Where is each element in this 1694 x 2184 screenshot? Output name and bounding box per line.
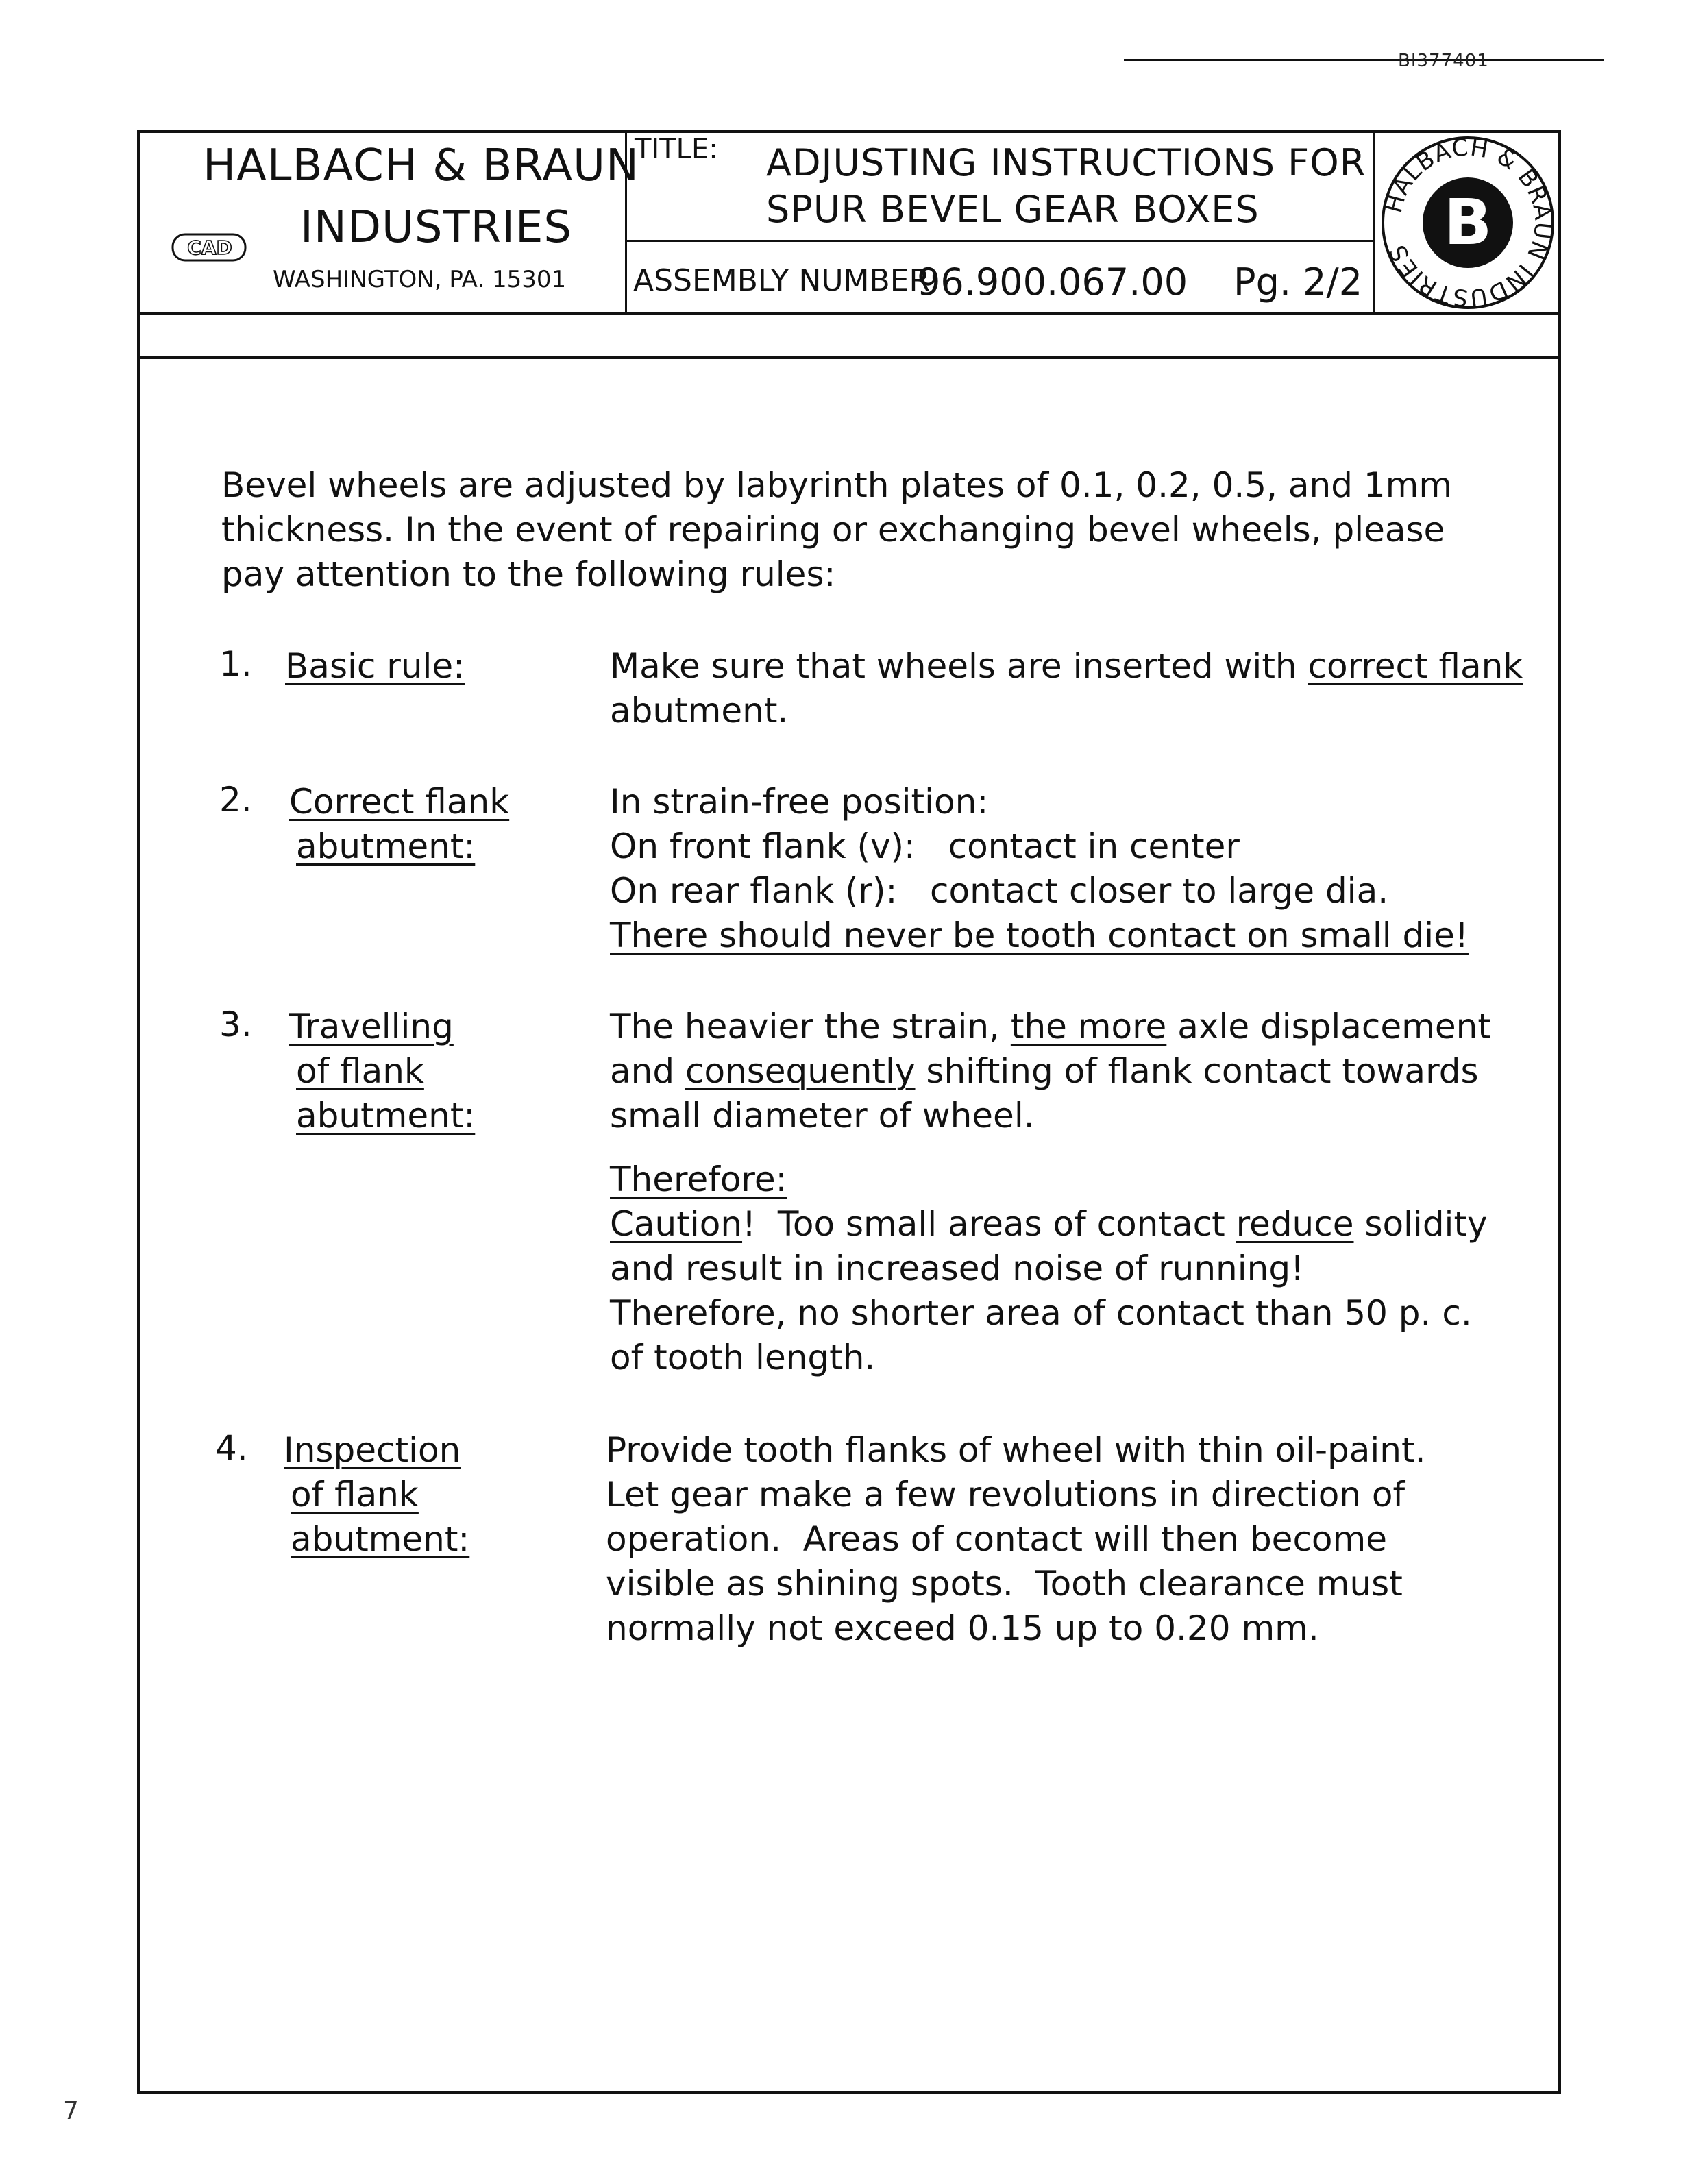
rule-label [285,644,465,689]
rule-label [284,1428,469,1562]
header-bottom-rule [137,356,1561,359]
svg-text:HALBACH & BRAUN INDUSTRIES: HALBACH & BRAUN INDUSTRIES [1379,134,1557,312]
rule-text-line: On rear flank (r): contact closer to large dia. [610,871,1389,911]
rule-text [610,780,1469,958]
rule-label-line: of flank [291,1475,419,1514]
rule-text-line: Caution! Too small areas of contact reduce solidity [610,1204,1488,1244]
rule-text-line: visible as shining spots. Tooth clearance must [606,1564,1403,1604]
rule-text-line: and result in increased noise of running! [610,1249,1305,1288]
assembly-number-label: ASSEMBLY NUMBER: [633,263,940,298]
footer-mark: 7 [63,2097,79,2125]
company-address: WASHINGTON, PA. 15301 [273,266,567,293]
rule-text-line: and consequently shifting of flank contact towards [610,1051,1479,1091]
rule-text-line: Make sure that wheels are inserted with correct flank [610,646,1523,686]
rule-label [289,1005,475,1138]
assembly-number: 96.900.067.00 [917,260,1188,304]
company-name: HALBACH & BRAUN [203,140,639,191]
rule-text-line: abutment. [610,691,789,731]
intro-line: thickness. In the event of repairing or exchanging bevel wheels, please [221,510,1445,550]
rule-text-line: small diameter of wheel. [610,1096,1035,1136]
rule-text-line: of tooth length. [610,1338,876,1377]
rule-label-line: abutment: [296,826,476,866]
rule-text-line: normally not exceed 0.15 up to 0.20 mm. [606,1608,1319,1648]
rule-number: 4. [215,1428,248,1468]
rule-label-line: Basic rule: [285,646,465,686]
rule-text-line: The heavier the strain, the more axle displacement [610,1007,1491,1046]
header-divider [137,312,1561,315]
rule-label-line: Correct flank [289,782,510,822]
rule-label-line: abutment: [291,1519,470,1559]
document-title-line1: ADJUSTING INSTRUCTIONS FOR [766,141,1366,184]
rule-number: 1. [219,644,252,684]
rule-text-line: There should never be tooth contact on small die! [610,916,1469,955]
title-label: TITLE: [635,134,718,165]
rule-label [289,780,509,869]
doc-id-rule [1124,59,1604,61]
company-name-line2: INDUSTRIES [300,202,572,253]
intro-line: pay attention to the following rules: [221,554,836,594]
rule-text-line: Therefore: [610,1160,787,1199]
title-block-divider-middle [625,240,1375,242]
rule-label-line: of flank [296,1051,424,1091]
document-title-line2: SPUR BEVEL GEAR BOXES [766,188,1260,231]
rule-number: 2. [219,780,252,820]
intro-line: Bevel wheels are adjusted by labyrinth plates of 0.1, 0.2, 0.5, and 1mm [221,465,1453,505]
rule-number: 3. [219,1005,252,1044]
rule-text-line: operation. Areas of contact will then become [606,1519,1387,1559]
rule-label-line: Inspection [284,1430,461,1470]
rule-text [610,1005,1491,1380]
intro-paragraph [221,463,1455,597]
rule-text-line: Provide tooth flanks of wheel with thin oil-paint. [606,1430,1426,1470]
rule-text-line: On front flank (v): contact in center [610,826,1240,866]
rule-label-line: Travelling [289,1007,454,1046]
cad-logo-icon [171,232,248,263]
rule-text-line: In strain-free position: [610,782,989,822]
svg-text:B: B [1443,186,1493,259]
rule-text [610,644,1523,733]
document-id: BI377401 [1398,51,1489,71]
svg-text:CAD: CAD [187,236,232,259]
halbach-braun-logo-icon [1375,133,1561,312]
rule-label-line: abutment: [296,1096,476,1136]
rule-text [606,1428,1425,1651]
rule-text-line: Let gear make a few revolutions in direction of [606,1475,1405,1514]
page-number: Pg. 2/2 [1233,260,1363,304]
rule-text-line: Therefore, no shorter area of contact than 50 p. c. [610,1293,1472,1333]
